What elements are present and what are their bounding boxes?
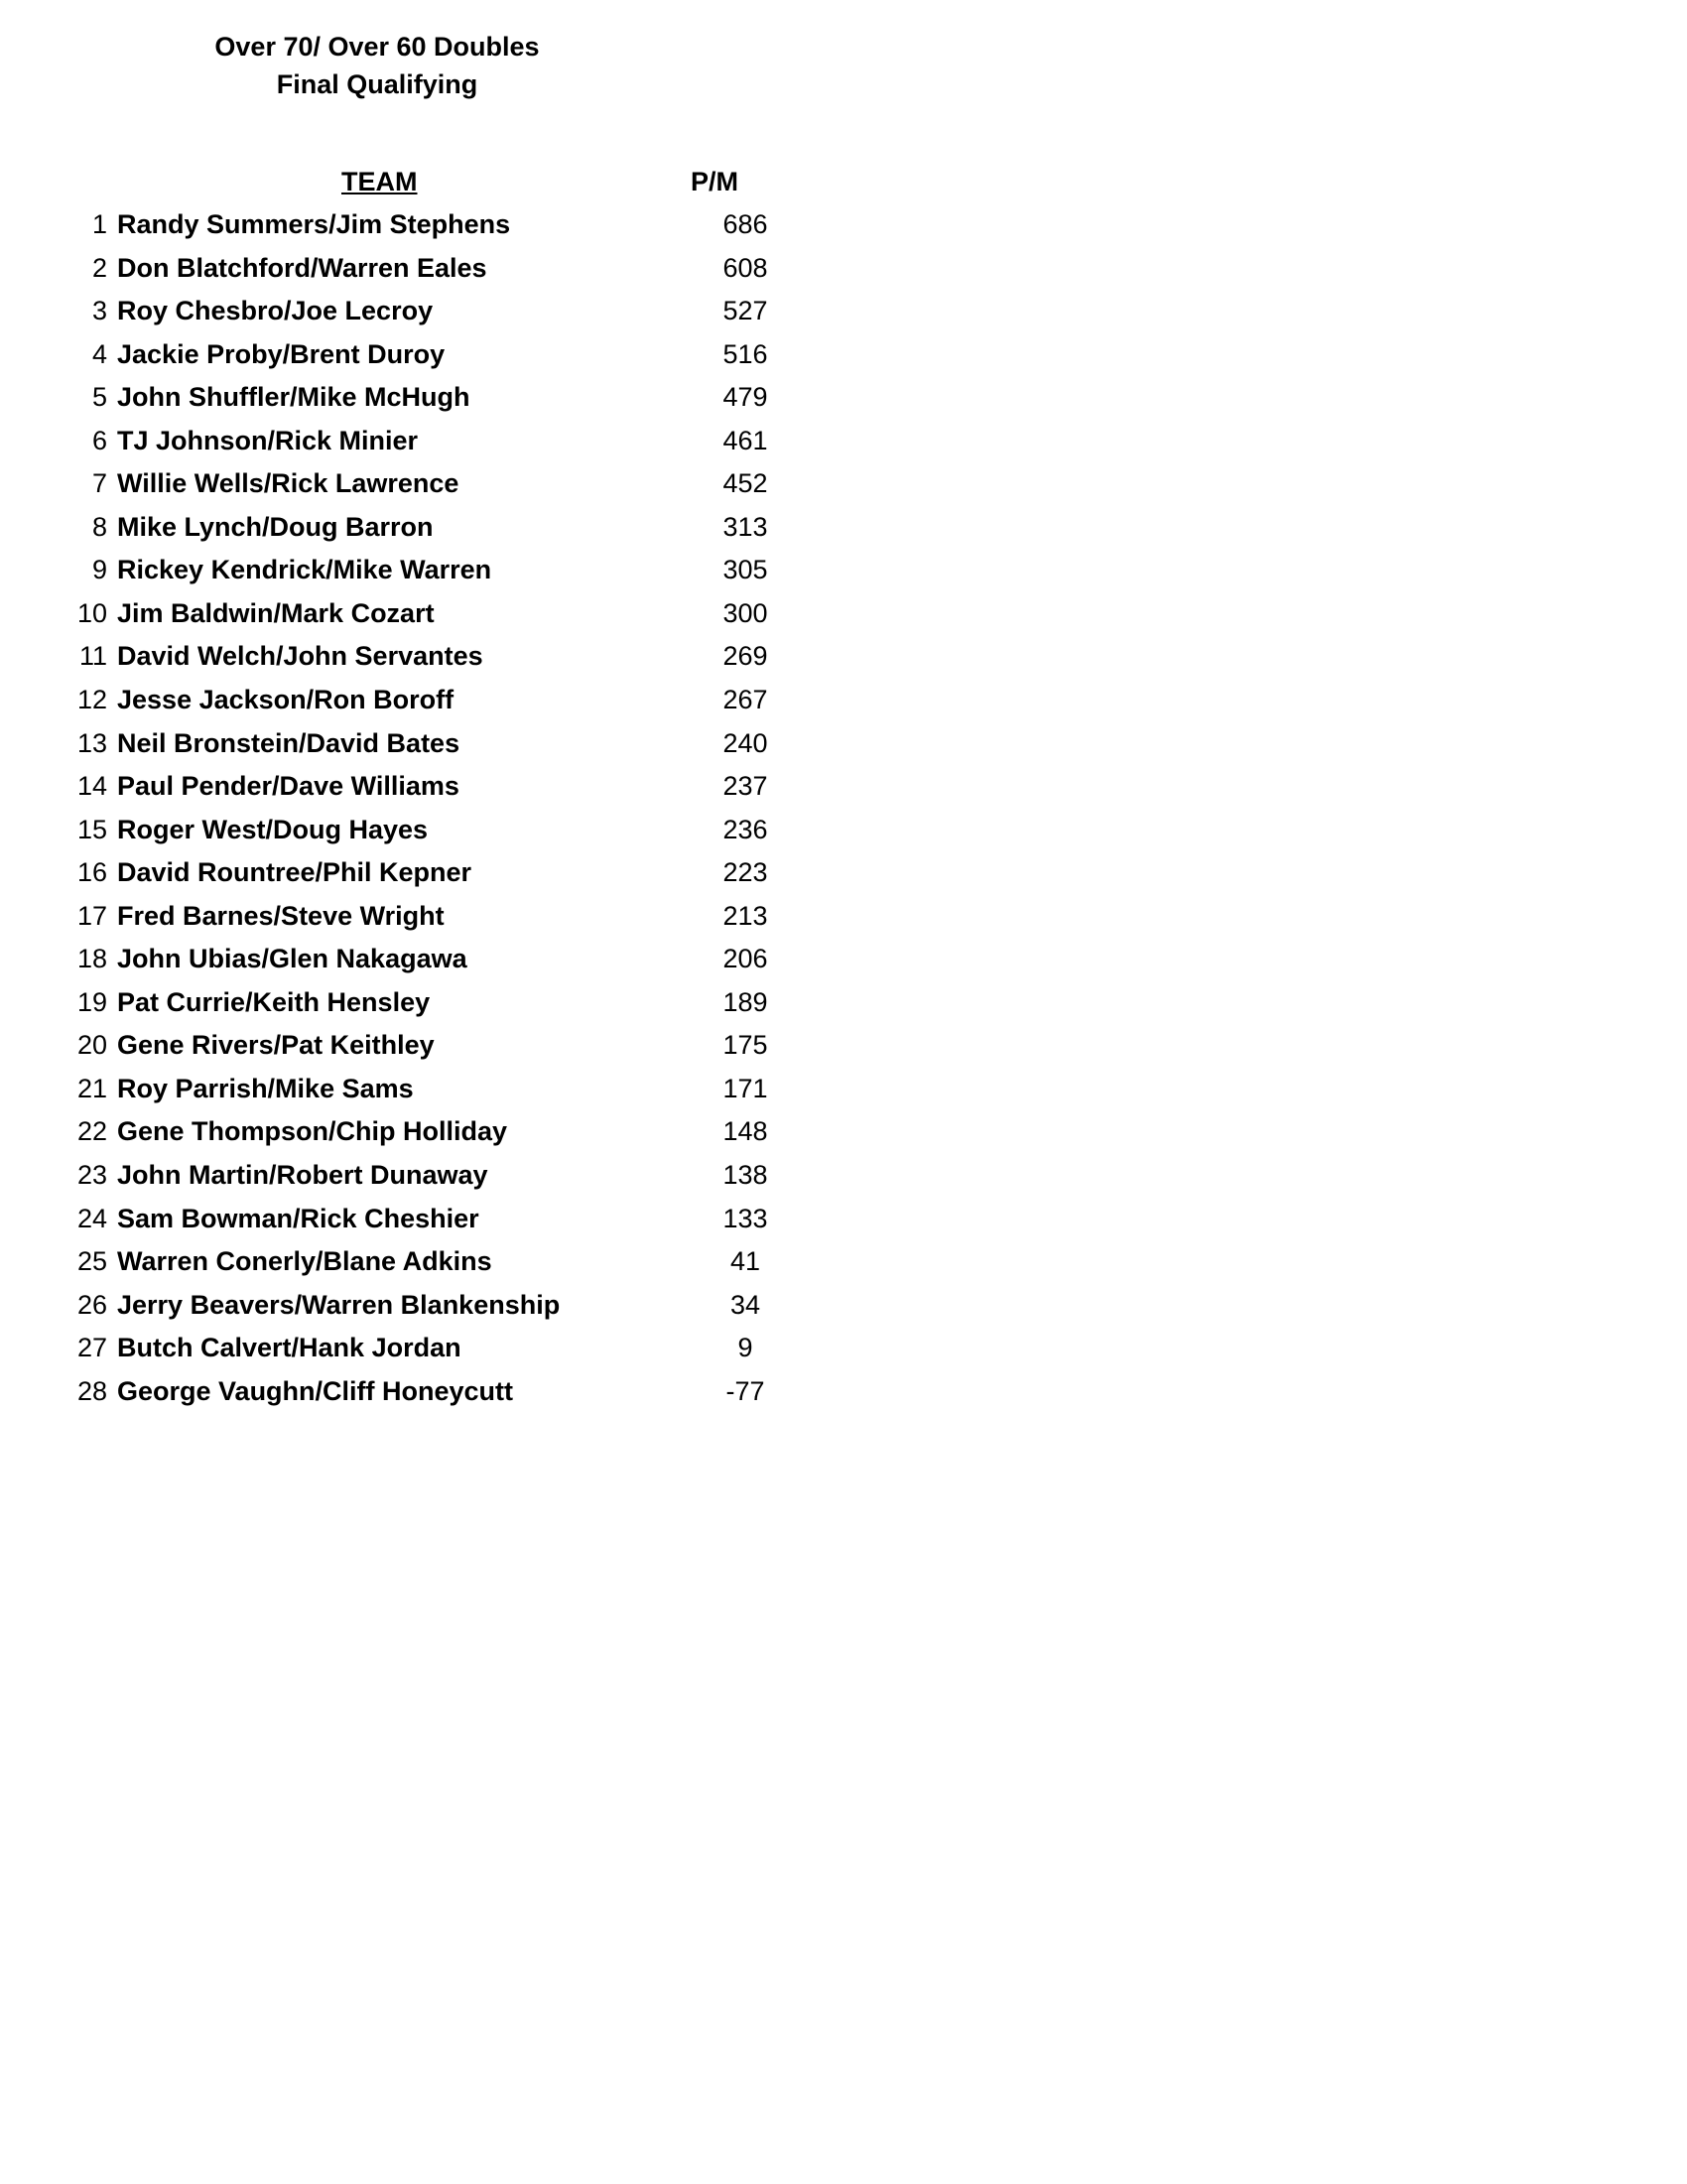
pm-cell: 148 bbox=[722, 1116, 768, 1147]
rank-cell: 22 bbox=[76, 1116, 107, 1147]
rank-cell: 17 bbox=[76, 900, 107, 931]
rank-cell: 25 bbox=[76, 1246, 107, 1277]
pm-cell: 237 bbox=[722, 771, 768, 802]
table-row bbox=[50, 1284, 804, 1328]
team-cell: John Martin/Robert Dunaway bbox=[117, 1160, 488, 1191]
table-row bbox=[50, 333, 804, 377]
pm-cell: 41 bbox=[729, 1246, 761, 1277]
standings-list bbox=[50, 203, 804, 1413]
team-cell: TJ Johnson/Rick Minier bbox=[117, 425, 419, 455]
pm-cell: 223 bbox=[722, 857, 768, 888]
table-row bbox=[50, 1370, 804, 1414]
table-row bbox=[50, 1198, 804, 1241]
rank-cell: 8 bbox=[91, 511, 107, 542]
rank-cell: 7 bbox=[91, 468, 107, 499]
team-cell: Fred Barnes/Steve Wright bbox=[117, 900, 445, 931]
table-row bbox=[50, 809, 804, 852]
pm-cell: 175 bbox=[722, 1030, 768, 1061]
rank-cell: 9 bbox=[91, 555, 107, 585]
pm-cell: 313 bbox=[722, 511, 768, 542]
table-row bbox=[50, 765, 804, 809]
pm-cell: 479 bbox=[722, 382, 768, 413]
rank-cell: 23 bbox=[76, 1160, 107, 1191]
team-cell: David Rountree/Phil Kepner bbox=[117, 857, 472, 888]
pm-cell: 133 bbox=[722, 1203, 768, 1233]
table-row bbox=[50, 635, 804, 679]
team-cell: Jim Baldwin/Mark Cozart bbox=[117, 597, 435, 628]
table-row bbox=[50, 679, 804, 722]
pm-cell: 267 bbox=[722, 685, 768, 715]
team-cell: John Shuffler/Mike McHugh bbox=[117, 382, 470, 413]
team-cell: Mike Lynch/Doug Barron bbox=[117, 511, 434, 542]
team-cell: George Vaughn/Cliff Honeycutt bbox=[117, 1375, 514, 1406]
rank-cell: 11 bbox=[78, 641, 107, 672]
table-row bbox=[50, 1240, 804, 1284]
team-cell: Roger West/Doug Hayes bbox=[117, 814, 429, 844]
team-cell: Neil Bronstein/David Bates bbox=[117, 727, 460, 758]
table-row bbox=[50, 851, 804, 895]
table-row bbox=[50, 722, 804, 766]
pm-cell: 171 bbox=[722, 1073, 768, 1103]
table-row bbox=[50, 1110, 804, 1154]
rank-cell: 3 bbox=[91, 296, 107, 326]
team-cell: Roy Chesbro/Joe Lecroy bbox=[117, 296, 434, 326]
table-row bbox=[50, 549, 804, 592]
rank-cell: 15 bbox=[76, 814, 107, 844]
team-cell: Pat Currie/Keith Hensley bbox=[117, 986, 431, 1017]
team-cell: Jerry Beavers/Warren Blankenship bbox=[117, 1289, 561, 1320]
pm-cell: 516 bbox=[722, 338, 768, 369]
team-cell: Gene Rivers/Pat Keithley bbox=[117, 1030, 435, 1061]
pm-cell: 527 bbox=[722, 296, 768, 326]
pm-cell: 240 bbox=[722, 727, 768, 758]
team-cell: Randy Summers/Jim Stephens bbox=[117, 209, 511, 239]
rank-cell: 26 bbox=[76, 1289, 107, 1320]
pm-cell: 608 bbox=[722, 252, 768, 283]
table-row bbox=[50, 506, 804, 550]
pm-cell: 269 bbox=[722, 641, 768, 672]
table-row bbox=[50, 203, 804, 247]
title-line-1: Over 70/ Over 60 Doubles bbox=[214, 32, 540, 62]
table-row bbox=[50, 376, 804, 420]
team-cell: Warren Conerly/Blane Adkins bbox=[117, 1246, 492, 1277]
rank-cell: 13 bbox=[76, 727, 107, 758]
pm-cell: 34 bbox=[729, 1289, 761, 1320]
pm-cell: 213 bbox=[722, 900, 768, 931]
pm-cell: 236 bbox=[722, 814, 768, 844]
table-row bbox=[50, 420, 804, 463]
rank-cell: 1 bbox=[91, 209, 107, 239]
pm-cell: 189 bbox=[722, 986, 768, 1017]
rank-cell: 20 bbox=[76, 1030, 107, 1061]
document-title bbox=[179, 28, 576, 103]
pm-cell: 138 bbox=[722, 1160, 768, 1191]
table-row bbox=[50, 1024, 804, 1068]
table-row bbox=[50, 290, 804, 333]
team-cell: Jackie Proby/Brent Duroy bbox=[117, 338, 446, 369]
team-cell: Rickey Kendrick/Mike Warren bbox=[117, 555, 492, 585]
pm-cell: 686 bbox=[722, 209, 768, 239]
rank-cell: 12 bbox=[76, 685, 107, 715]
rank-cell: 6 bbox=[91, 425, 107, 455]
team-cell: Willie Wells/Rick Lawrence bbox=[117, 468, 459, 499]
rank-cell: 10 bbox=[76, 597, 107, 628]
table-row bbox=[50, 592, 804, 636]
rank-cell: 16 bbox=[76, 857, 107, 888]
team-cell: Paul Pender/Dave Williams bbox=[117, 771, 459, 802]
title-line-2: Final Qualifying bbox=[276, 69, 478, 99]
rank-cell: 5 bbox=[91, 382, 107, 413]
rank-cell: 14 bbox=[76, 771, 107, 802]
table-row bbox=[50, 938, 804, 981]
team-cell: Butch Calvert/Hank Jordan bbox=[117, 1333, 461, 1363]
pm-cell: 206 bbox=[722, 944, 768, 974]
team-cell: David Welch/John Servantes bbox=[117, 641, 483, 672]
pm-cell: 461 bbox=[722, 425, 768, 455]
pm-cell: 452 bbox=[722, 468, 768, 499]
rank-cell: 2 bbox=[91, 252, 107, 283]
table-row bbox=[50, 1327, 804, 1370]
team-column-header: TEAM bbox=[341, 167, 418, 196]
table-row bbox=[50, 247, 804, 291]
pm-cell: 305 bbox=[722, 555, 768, 585]
pm-cell: 9 bbox=[737, 1333, 753, 1363]
team-cell: Roy Parrish/Mike Sams bbox=[117, 1073, 414, 1103]
team-cell: Jesse Jackson/Ron Boroff bbox=[117, 685, 454, 715]
table-row bbox=[50, 1068, 804, 1111]
rank-cell: 21 bbox=[76, 1073, 107, 1103]
pm-cell: 300 bbox=[722, 597, 768, 628]
team-cell: Don Blatchford/Warren Eales bbox=[117, 252, 487, 283]
rank-cell: 28 bbox=[76, 1375, 107, 1406]
team-cell: Sam Bowman/Rick Cheshier bbox=[117, 1203, 479, 1233]
rank-cell: 27 bbox=[76, 1333, 107, 1363]
table-row bbox=[50, 981, 804, 1025]
rank-cell: 18 bbox=[76, 944, 107, 974]
pm-column-header: P/M bbox=[691, 167, 739, 196]
team-cell: Gene Thompson/Chip Holliday bbox=[117, 1116, 508, 1147]
rank-cell: 24 bbox=[76, 1203, 107, 1233]
table-row bbox=[50, 895, 804, 939]
pm-cell: -77 bbox=[725, 1375, 765, 1406]
rank-cell: 4 bbox=[91, 338, 107, 369]
table-row bbox=[50, 1154, 804, 1198]
rank-cell: 19 bbox=[76, 986, 107, 1017]
table-row bbox=[50, 462, 804, 506]
team-cell: John Ubias/Glen Nakagawa bbox=[117, 944, 467, 974]
